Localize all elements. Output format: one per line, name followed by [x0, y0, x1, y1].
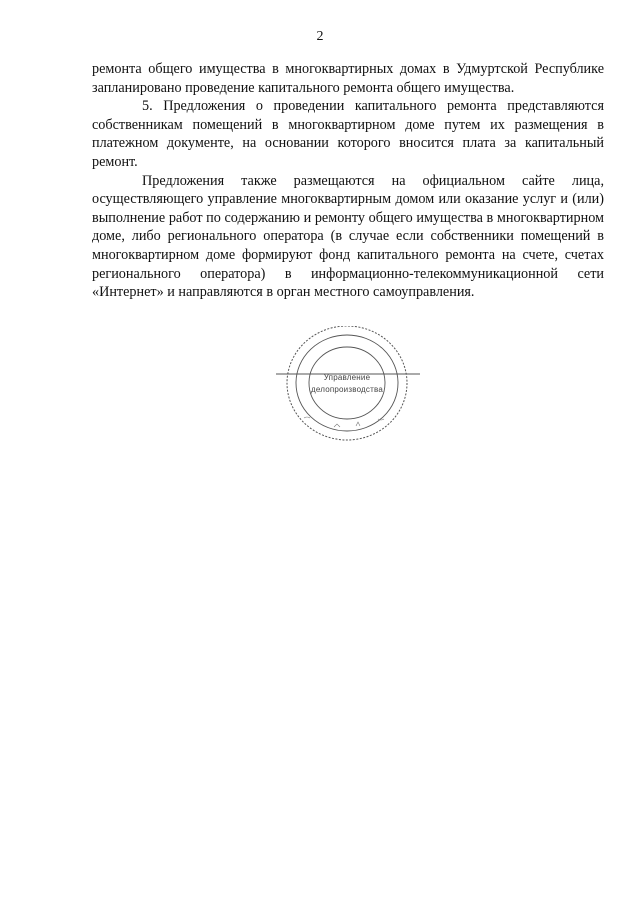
page-number: 2	[316, 29, 324, 44]
stamp-middle-ring	[296, 335, 398, 431]
document-body	[92, 60, 604, 302]
paragraph-placement: Предложения также размещаются на официальном сайте лица, осуществляющего управление многоквартирным домом или оказание услуг и (или) выполнение работ по содержанию и ремонту общего имущества в многоквартирном доме, либо регионального оператора (в случае если собственники помещений в многоквартирном доме формируют фонд капитального ремонта на счете, счетах регионального оператора) в информационно-телекоммуникационной сети «Интернет» и направляются в орган местного самоуправления.	[92, 172, 604, 301]
stamp-text-line-2: делопроизводства	[310, 385, 383, 394]
stamp-inner-ring	[309, 347, 385, 419]
stamp-mark	[356, 422, 360, 426]
office-stamp	[274, 326, 420, 444]
paragraph-continuation: ремонта общего имущества в многоквартирных домах в Удмуртской Республике запланировано проведение капитального ремонта общего имущества.	[92, 61, 604, 96]
stamp-mark	[334, 424, 340, 427]
stamp-outer-ring	[287, 326, 407, 440]
stamp-text-line-1: Управление	[323, 373, 371, 382]
paragraph-item-5: 5. Предложения о проведении капитального ремонта представляются собственникам помещений в многоквартирном доме путем их размещения в платежном документе, на основании которого вносится плата за капитальный ремонт.	[92, 98, 604, 170]
stamp-mark	[304, 417, 310, 418]
